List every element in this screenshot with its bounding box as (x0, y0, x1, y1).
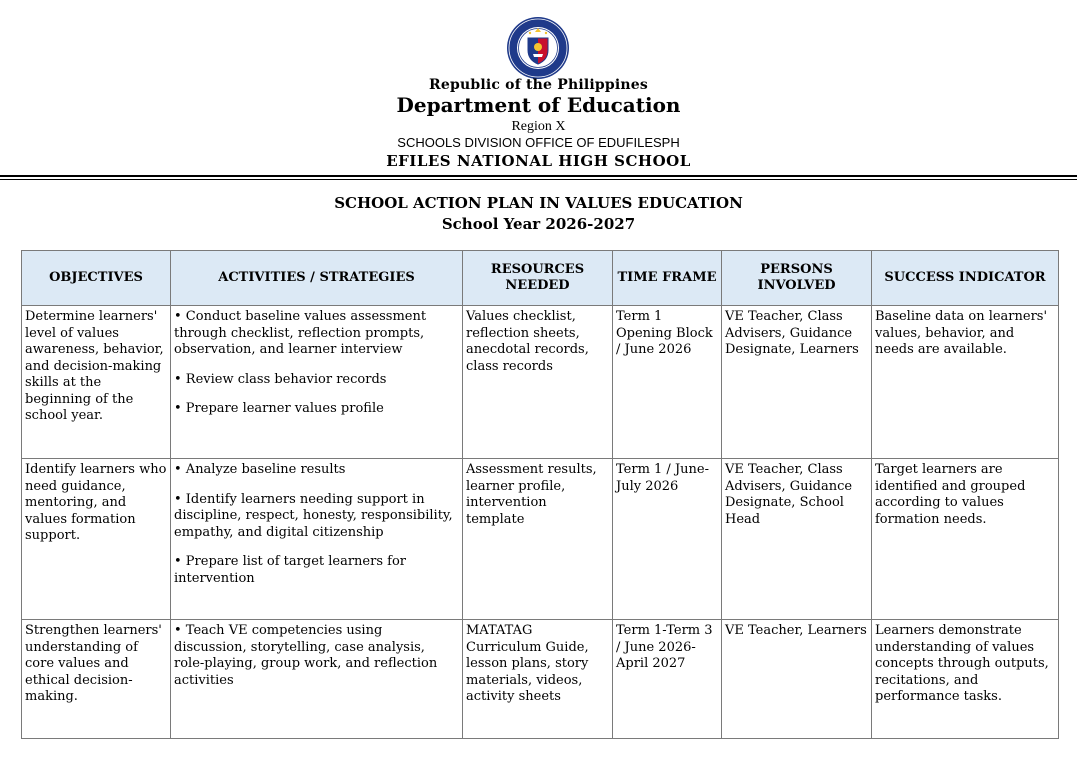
activities-cell (171, 306, 463, 459)
document-title: SCHOOL ACTION PLAN IN VALUES EDUCATION (334, 194, 743, 212)
table-row (22, 306, 1059, 459)
column-header-persons: PERSONS INVOLVED (722, 251, 872, 306)
resources-cell: Values checklist, reflection sheets, anecdotal records, class records (463, 306, 613, 459)
activity-item: • Prepare list of target learners for intervention (174, 554, 406, 586)
header-rule-thick (0, 175, 1077, 177)
activity-item: • Teach VE competencies using discussion, storytelling, case analysis, role-playing, group work, and reflection activities (174, 623, 438, 688)
division-name: SCHOOLS DIVISION OFFICE OF EDUFILESPH (397, 135, 680, 150)
resources-cell: Assessment results, learner profile, intervention template (463, 459, 613, 620)
persons-cell: VE Teacher, Class Advisers, Guidance Designate, Learners (722, 306, 872, 459)
column-header-activities: ACTIVITIES / STRATEGIES (171, 251, 463, 306)
time-frame-cell: Term 1 / June-July 2026 (613, 459, 722, 620)
column-header-resources: RESOURCES NEEDED (463, 251, 613, 306)
time-frame-cell: Term 1-Term 3 / June 2026-April 2027 (613, 620, 722, 739)
header-rule-thin (0, 179, 1077, 180)
objective-cell: Determine learners' level of values awareness, behavior, and decision-making skills at the beginning of the school year. (22, 306, 171, 459)
persons-cell: VE Teacher, Class Advisers, Guidance Designate, School Head (722, 459, 872, 620)
objective-cell: Strengthen learners' understanding of core values and ethical decision-making. (22, 620, 171, 739)
deped-seal-logo (506, 16, 570, 80)
activity-item: • Prepare learner values profile (174, 401, 384, 416)
persons-cell: VE Teacher, Learners (722, 620, 872, 739)
school-name: EFILES NATIONAL HIGH SCHOOL (386, 152, 691, 170)
resources-cell: MATATAG Curriculum Guide, lesson plans, story materials, videos, activity sheets (463, 620, 613, 739)
indicator-cell: Baseline data on learners' values, behavior, and needs are available. (872, 306, 1059, 459)
activity-item: • Review class behavior records (174, 371, 387, 387)
activity-item: • Conduct baseline values assessment through checklist, reflection prompts, observation, and learner interview (174, 309, 427, 357)
activities-cell (171, 620, 463, 739)
school-year: School Year 2026-2027 (441, 215, 636, 233)
column-header-time-frame: TIME FRAME (613, 251, 722, 306)
department-name: Department of Education (396, 93, 681, 117)
indicator-cell: Target learners are identified and grouped according to values formation needs. (872, 459, 1059, 620)
activities-cell (171, 459, 463, 620)
time-frame-cell: Term 1 Opening Block / June 2026 (613, 306, 722, 459)
action-plan-table (21, 250, 1059, 739)
republic-line: Republic of the Philippines (429, 77, 648, 93)
column-header-objectives: OBJECTIVES (22, 251, 171, 306)
table-row (22, 620, 1059, 739)
indicator-cell: Learners demonstrate understanding of values concepts through outputs, recitations, and performance tasks. (872, 620, 1059, 739)
activity-item: • Analyze baseline results (174, 462, 346, 477)
table-row (22, 459, 1059, 620)
activity-item: • Identify learners needing support in discipline, respect, honesty, responsibility, empathy, and digital citizenship (174, 491, 453, 540)
objective-cell: Identify learners who need guidance, mentoring, and values formation support. (22, 459, 171, 620)
table-header-row (22, 251, 1059, 306)
column-header-indicator: SUCCESS INDICATOR (872, 251, 1059, 306)
region-name: Region X (511, 119, 566, 134)
